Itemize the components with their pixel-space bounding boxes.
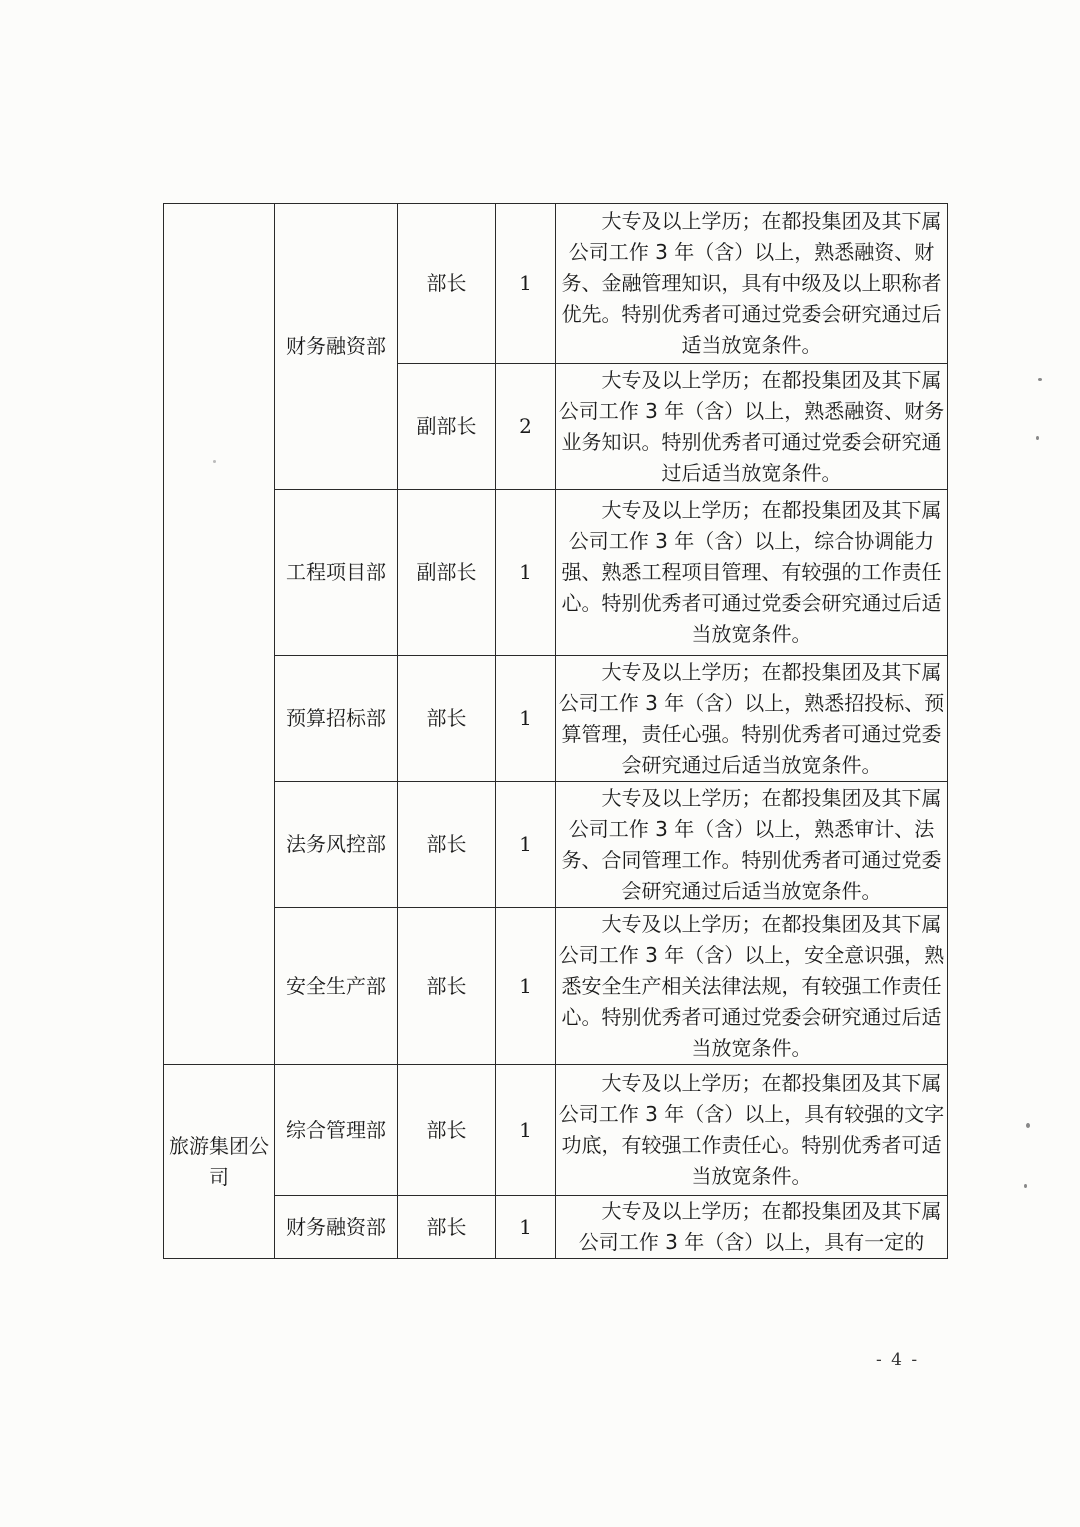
table-row [164, 908, 948, 1065]
requirement-cell: 大专及以上学历；在都投集团及其下属公司工作 3 年（含）以上，具有较强的文字功底，有较强工作责任心。特别优秀者可适当放宽条件。 [556, 1065, 948, 1196]
company-cell: 旅游集团公司 [164, 1065, 275, 1259]
count-cell: 2 [496, 364, 556, 490]
count-cell: 1 [496, 1196, 556, 1259]
position-cell: 部长 [398, 656, 496, 782]
scan-speck [1036, 436, 1039, 440]
requirement-cell: 大专及以上学历；在都投集团及其下属公司工作 3 年（含）以上，熟悉融资、财务、金融管理知识，具有中级及以上职称者优先。特别优秀者可通过党委会研究通过后适当放宽条件。 [556, 204, 948, 364]
table-row [164, 656, 948, 782]
dept-cell: 综合管理部 [275, 1065, 398, 1196]
dept-cell: 财务融资部 [275, 204, 398, 490]
table-row [164, 204, 948, 364]
position-cell: 副部长 [398, 364, 496, 490]
scan-speck [213, 460, 216, 463]
scan-speck [1038, 378, 1042, 381]
dept-cell: 工程项目部 [275, 490, 398, 656]
position-cell: 部长 [398, 204, 496, 364]
requirement-cell: 大专及以上学历；在都投集团及其下属公司工作 3 年（含）以上，熟悉招投标、预算管理，责任心强。特别优秀者可通过党委会研究通过后适当放宽条件。 [556, 656, 948, 782]
requirement-cell: 大专及以上学历；在都投集团及其下属公司工作 3 年（含）以上，熟悉融资、财务业务知识。特别优秀者可通过党委会研究通过后适当放宽条件。 [556, 364, 948, 490]
page-number: - 4 - [876, 1350, 920, 1370]
count-cell: 1 [496, 656, 556, 782]
scan-speck [1026, 1123, 1030, 1128]
position-cell: 部长 [398, 908, 496, 1065]
position-cell: 部长 [398, 1065, 496, 1196]
position-requirements-table [163, 203, 948, 1259]
dept-cell: 预算招标部 [275, 656, 398, 782]
table-row [164, 1196, 948, 1259]
count-cell: 1 [496, 908, 556, 1065]
count-cell: 1 [496, 782, 556, 908]
position-cell: 部长 [398, 782, 496, 908]
dept-cell: 法务风控部 [275, 782, 398, 908]
count-cell: 1 [496, 490, 556, 656]
dept-cell: 财务融资部 [275, 1196, 398, 1259]
requirement-cell: 大专及以上学历；在都投集团及其下属公司工作 3 年（含）以上，熟悉审计、法务、合同管理工作。特别优秀者可通过党委会研究通过后适当放宽条件。 [556, 782, 948, 908]
requirement-cell: 大专及以上学历；在都投集团及其下属公司工作 3 年（含）以上，安全意识强，熟悉安全生产相关法律法规，有较强工作责任心。特别优秀者可通过党委会研究通过后适当放宽条件。 [556, 908, 948, 1065]
table-row [164, 1065, 948, 1196]
count-cell: 1 [496, 204, 556, 364]
table-row [164, 490, 948, 656]
position-cell: 部长 [398, 1196, 496, 1259]
position-cell: 副部长 [398, 490, 496, 656]
requirement-cell: 大专及以上学历；在都投集团及其下属公司工作 3 年（含）以上，综合协调能力强、熟悉工程项目管理、有较强的工作责任心。特别优秀者可通过党委会研究通过后适当放宽条件。 [556, 490, 948, 656]
table-row [164, 782, 948, 908]
company-cell [164, 204, 275, 1065]
dept-cell: 安全生产部 [275, 908, 398, 1065]
count-cell: 1 [496, 1065, 556, 1196]
scan-speck [1024, 1184, 1027, 1188]
requirement-cell: 大专及以上学历；在都投集团及其下属公司工作 3 年（含）以上，具有一定的 [556, 1196, 948, 1259]
